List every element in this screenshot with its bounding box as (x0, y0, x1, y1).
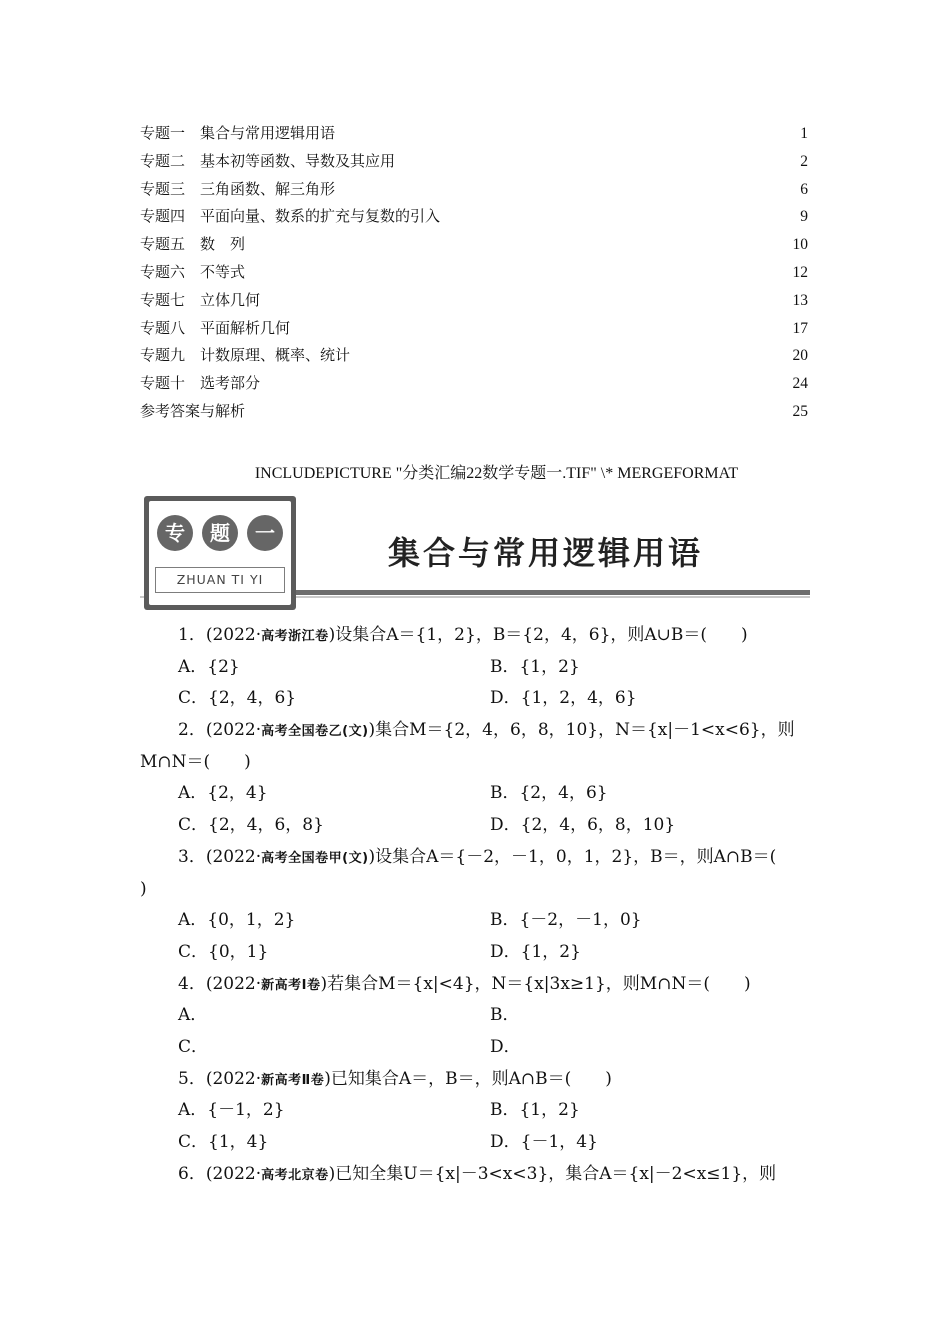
toc-entry-page: 9 (800, 208, 808, 226)
question-source: 高考北京卷 (261, 1167, 329, 1183)
question-source: 高考全国卷乙(文) (261, 724, 369, 740)
question-text: )设集合A＝{－2，－1，0，1，2}，B＝，则A∩B＝( (368, 846, 777, 867)
question-stem (140, 620, 812, 652)
toc-entry-label: 专题十 选考部分 (140, 374, 261, 393)
option-d: D． (490, 1036, 521, 1057)
question-source: 高考浙江卷 (261, 629, 329, 644)
question-continuation: ) (140, 878, 147, 899)
question-number: 4．(2022· (178, 973, 262, 994)
options-row (140, 1095, 812, 1127)
toc-entry-page: 1 (800, 125, 808, 142)
option-b: B．{－2，－1，0} (490, 910, 642, 931)
toc-entry[interactable] (140, 231, 808, 259)
option-c: C．{0，1} (178, 941, 269, 962)
toc-entry[interactable] (140, 203, 808, 231)
toc-entry-label: 专题七 立体几何 (140, 290, 261, 309)
toc-entry[interactable] (140, 259, 808, 287)
options-row (140, 683, 812, 715)
toc-entry-label: 专题二 基本初等函数、导数及其应用 (140, 151, 396, 170)
question-stem (140, 842, 812, 874)
options-row (140, 937, 812, 969)
banner-divider (290, 590, 810, 595)
toc-entry-page: 24 (792, 375, 808, 393)
option-b: B． (490, 1005, 520, 1026)
toc-entry[interactable] (140, 315, 808, 343)
toc-entry-page: 17 (792, 319, 808, 337)
include-picture-field-code: INCLUDEPICTURE "分类汇编22数学专题一.TIF" \* MERGEFORMAT (254, 465, 739, 482)
tag-char-circle: 题 (202, 515, 238, 551)
option-d: D．{1，2} (490, 941, 581, 962)
option-b: B．{1，2} (490, 656, 580, 677)
toc-entry[interactable] (140, 120, 808, 148)
question-source: 新高考Ⅰ卷 (261, 977, 321, 993)
table-of-contents (140, 120, 808, 426)
toc-entry-label: 专题六 不等式 (140, 262, 246, 281)
options-row (140, 1032, 812, 1064)
question-number: 6．(2022· (178, 1163, 262, 1184)
toc-entry-page: 13 (792, 291, 808, 309)
options-row (140, 905, 812, 937)
tag-pinyin: ZHUAN TI YI (155, 567, 285, 593)
toc-entry-page: 10 (792, 236, 808, 254)
option-a: A．{0，1，2} (178, 910, 296, 931)
option-a: A．{2} (178, 656, 240, 677)
section-title: 集合与常用逻辑用语 (388, 534, 704, 572)
toc-entry-label: 专题一 集合与常用逻辑用语 (140, 124, 336, 142)
toc-entry-label: 专题九 计数原理、概率、统计 (140, 346, 351, 365)
toc-entry-page: 6 (800, 180, 808, 198)
option-d: D．{2，4，6，8，10} (490, 815, 676, 836)
question-text: )已知全集U＝{x|－3<x<3}，集合A＝{x|－2<x≤1}，则 (328, 1163, 777, 1184)
tag-char-circle: 一 (247, 515, 283, 551)
option-d: D．{－1，4} (490, 1132, 598, 1152)
question-list (140, 620, 812, 1190)
options-row (140, 810, 812, 842)
options-row (140, 652, 812, 684)
option-d: D．{1，2，4，6} (490, 688, 637, 709)
toc-entry[interactable] (140, 370, 808, 398)
toc-entry-page: 12 (792, 263, 808, 281)
section-banner (140, 492, 810, 616)
option-a: A．{－1，2} (178, 1100, 285, 1121)
toc-entry-page: 20 (792, 347, 808, 365)
question-number: 1．(2022· (178, 625, 262, 645)
option-b: B．{2，4，6} (490, 783, 608, 804)
toc-entry-label: 专题五 数 列 (140, 235, 246, 254)
option-c: C．{1，4} (178, 1132, 269, 1152)
toc-entry[interactable] (140, 148, 808, 176)
toc-entry[interactable] (140, 176, 808, 204)
question-stem (140, 1064, 812, 1096)
question-text: )集合M＝{2，4，6，8，10}，N＝{x|－1<x<6}，则 (368, 720, 795, 741)
question-text: )设集合A＝{1，2}，B＝{2，4，6}，则A∪B＝( ) (328, 625, 748, 645)
option-c: C． (178, 1036, 209, 1057)
question-source: 高考全国卷甲(文) (261, 850, 369, 866)
question-number: 5．(2022· (178, 1068, 262, 1089)
question-text: )已知集合A＝，B＝，则A∩B＝( ) (324, 1068, 612, 1089)
toc-entry[interactable] (140, 342, 808, 370)
question-stem (140, 1159, 812, 1191)
toc-entry-page: 25 (792, 402, 808, 420)
toc-entry[interactable] (140, 398, 808, 426)
section-tag-inner (149, 501, 291, 605)
question-continuation: M∩N＝( ) (140, 751, 251, 772)
question-number: 3．(2022· (178, 846, 262, 867)
toc-entry-label: 参考答案与解析 (140, 401, 246, 420)
toc-entry-label: 专题三 三角函数、解三角形 (140, 179, 336, 198)
toc-entry[interactable] (140, 287, 808, 315)
tag-char-circle: 专 (157, 515, 193, 551)
toc-entry-label: 专题四 平面向量、数系的扩充与复数的引入 (140, 207, 441, 226)
options-row (140, 778, 812, 810)
option-a: A．{2，4} (178, 783, 268, 804)
section-tag (144, 496, 296, 610)
question-stem (140, 715, 812, 747)
option-c: C．{2，4，6} (178, 688, 297, 709)
options-row (140, 1127, 812, 1159)
options-row (140, 1000, 812, 1032)
question-text: )若集合M＝{x|<4}，N＝{x|3x≥1}，则M∩N＝( ) (320, 973, 751, 994)
toc-entry-label: 专题八 平面解析几何 (140, 318, 291, 337)
option-a: A． (178, 1005, 208, 1026)
question-stem (140, 969, 812, 1001)
option-b: B．{1，2} (490, 1100, 580, 1121)
question-number: 2．(2022· (178, 720, 262, 741)
option-c: C．{2，4，6，8} (178, 815, 324, 836)
toc-entry-page: 2 (800, 152, 808, 170)
question-source: 新高考Ⅱ卷 (261, 1072, 325, 1088)
